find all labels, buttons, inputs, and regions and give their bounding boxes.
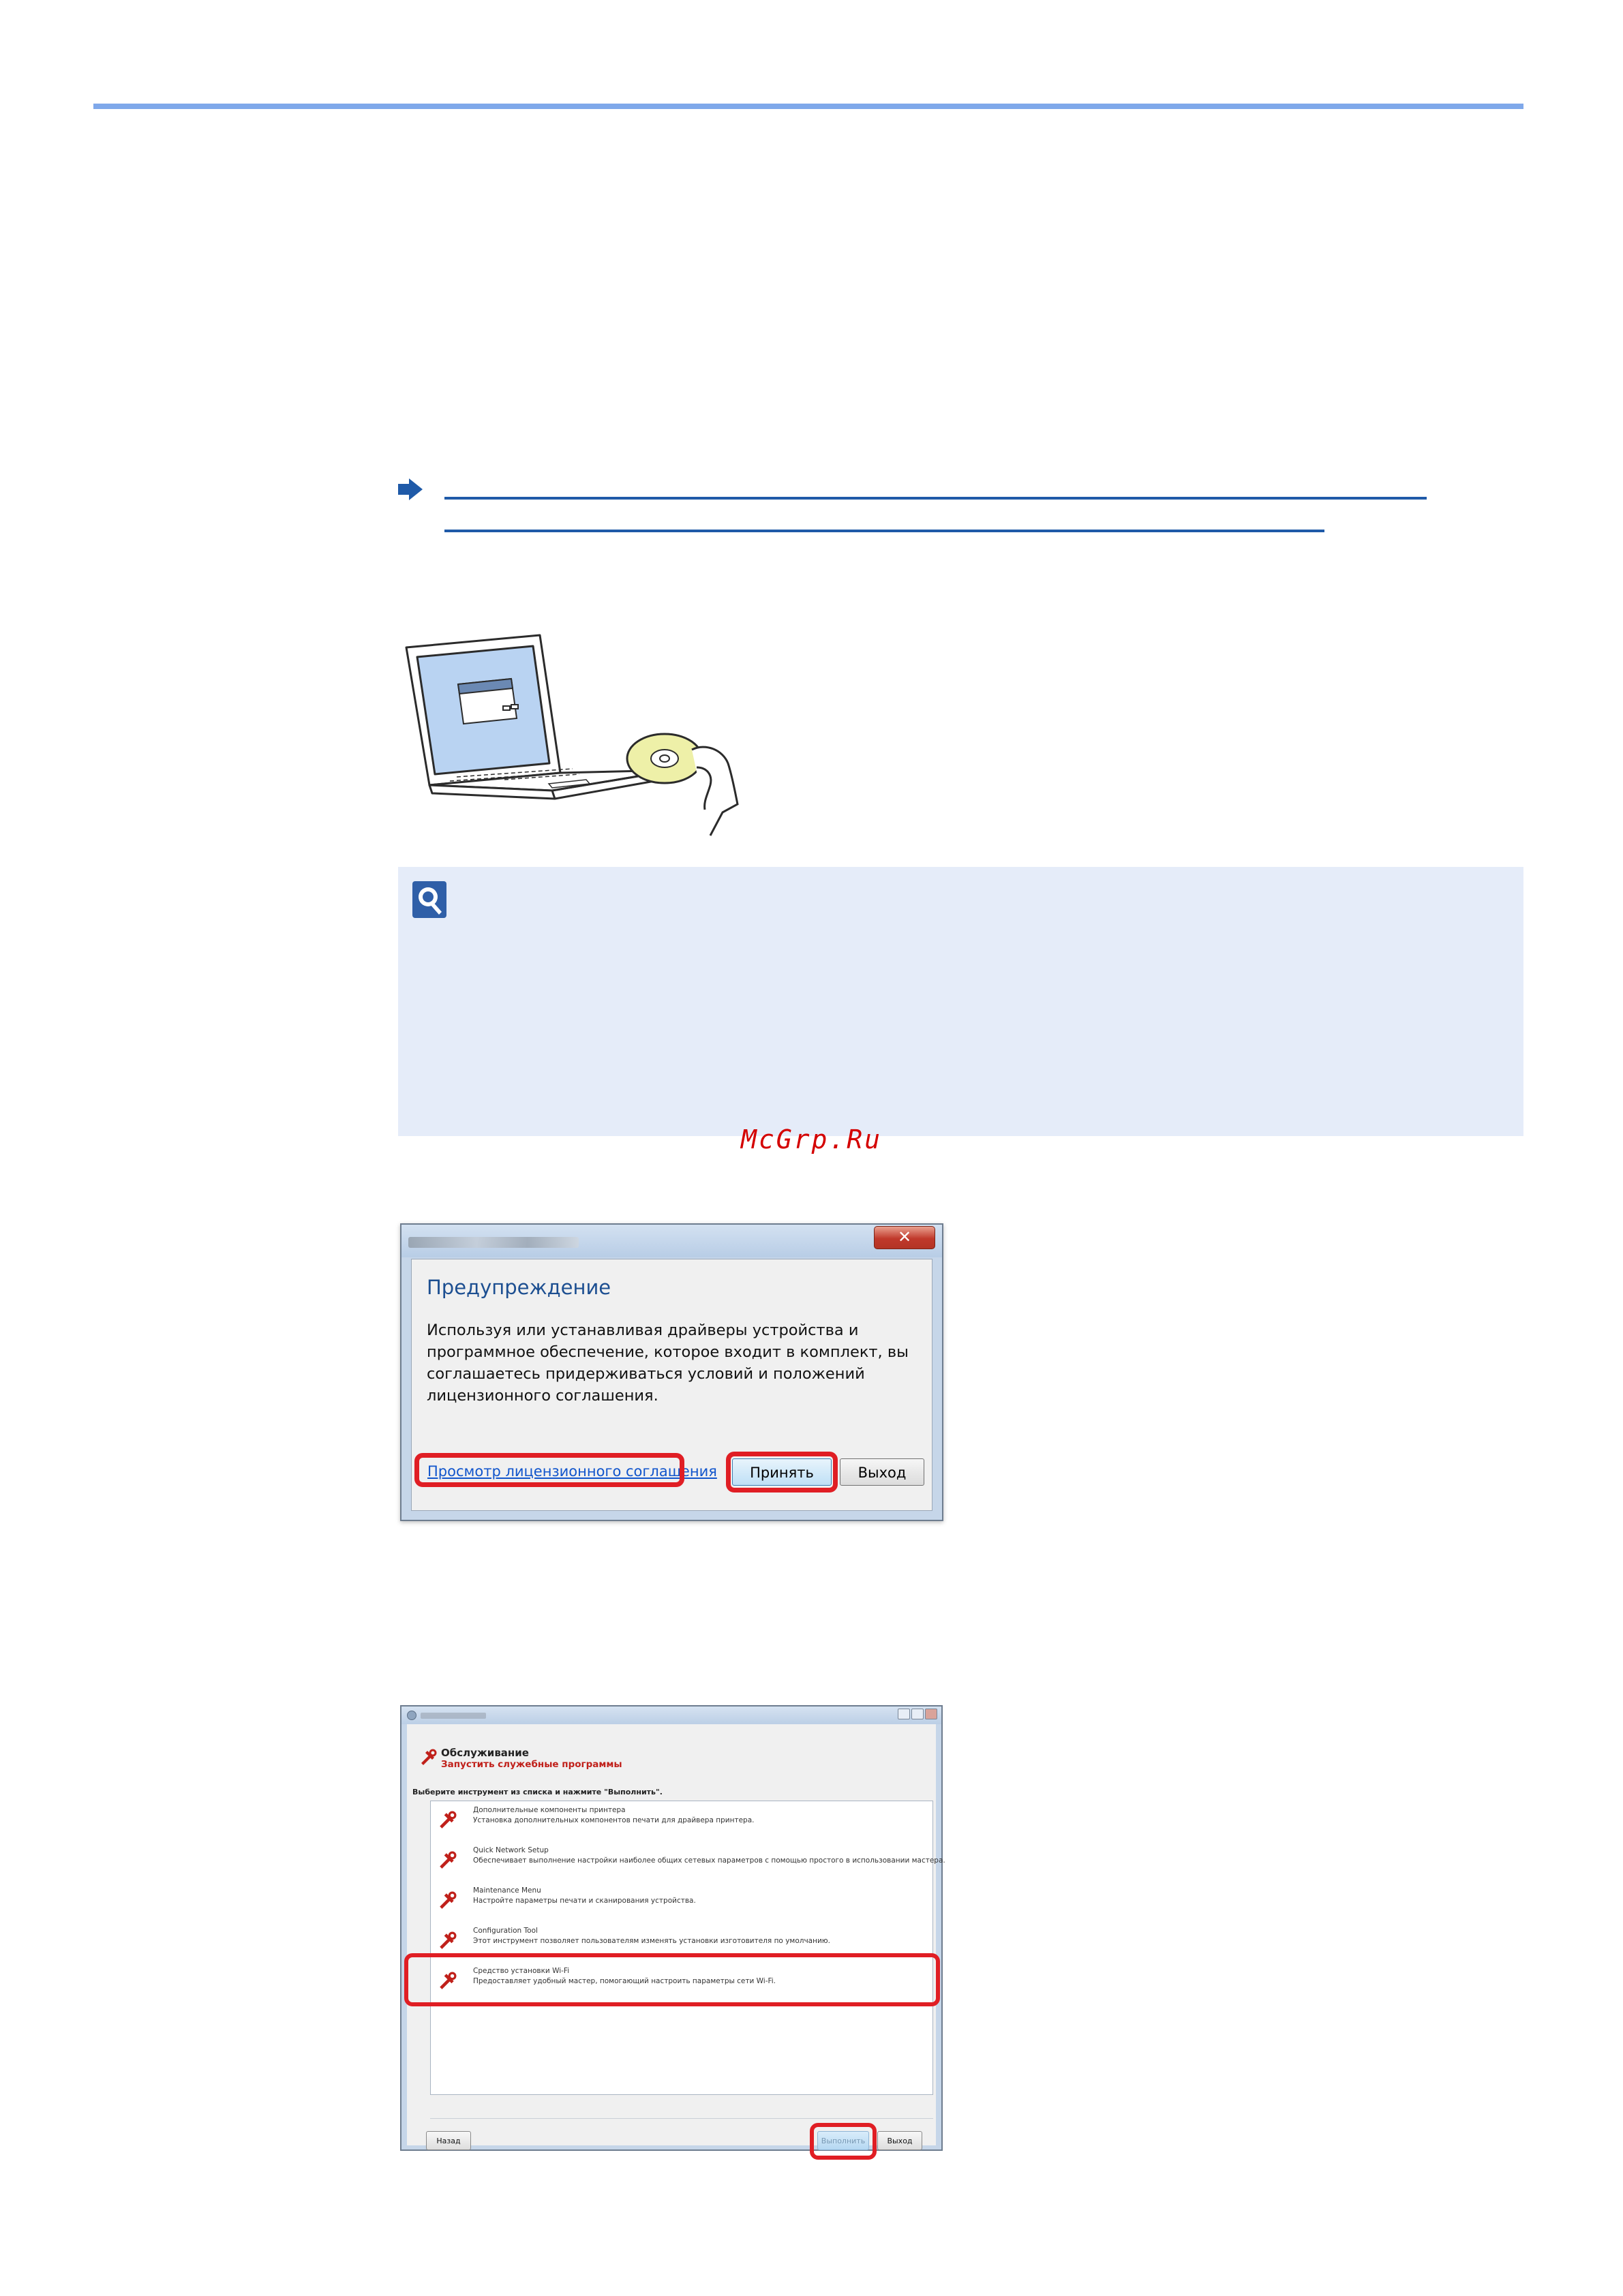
list-item[interactable] <box>431 1882 932 1922</box>
close-button[interactable]: ✕ <box>874 1226 935 1249</box>
dialog-body <box>411 1259 932 1511</box>
tools-list <box>430 1801 945 2095</box>
item-name: Дополнительные компоненты принтера <box>473 1806 626 1814</box>
license-link-highlight <box>414 1453 684 1487</box>
item-description: Этот инструмент позволяет пользователям изменять установки изготовителя по умолчанию. <box>473 1937 830 1945</box>
watermark: McGrp.Ru <box>741 1124 883 1154</box>
maintenance-subtitle: Запустить служебные программы <box>441 1759 622 1770</box>
dialog-message: Используя или устанавливая драйверы устройства и программное обеспечение, которое входит в комплект, вы соглашаетесь придерживаться условий и положений лицензионного соглашения. <box>427 1321 909 1405</box>
item-name: Configuration Tool <box>473 1927 538 1935</box>
accept-button[interactable]: Принять <box>732 1458 832 1486</box>
maximize-icon[interactable] <box>911 1709 924 1719</box>
item-description: Обеспечивает выполнение настройки наиболее общих сетевых параметров с помощью простого в использовании мастера. <box>473 1856 945 1865</box>
item-description: Установка дополнительных компонентов печати для драйвера принтера. <box>473 1816 755 1824</box>
item-description: Настройте параметры печати и сканирования устройства. <box>473 1897 696 1905</box>
laptop-cd-illustration <box>402 634 770 838</box>
maintenance-title: Обслуживание <box>441 1747 529 1759</box>
app-icon <box>407 1711 416 1720</box>
maintenance-dialog <box>400 1705 943 2151</box>
note-box <box>398 867 1523 1136</box>
license-agreement-link[interactable]: Просмотр лицензионного соглашения <box>427 1463 717 1480</box>
tools-icon <box>419 1749 437 1766</box>
top-rule <box>93 104 1523 109</box>
blurred-window-title <box>421 1713 486 1719</box>
arrow-right-icon <box>397 477 424 502</box>
window-controls <box>898 1709 937 1719</box>
dialog-body <box>407 1724 945 2145</box>
item-name: Средство установки Wi-Fi <box>473 1967 570 1975</box>
lightbulb-note-icon <box>412 881 447 919</box>
item-name: Maintenance Menu <box>473 1886 541 1895</box>
tools-icon <box>438 1811 457 1830</box>
exit-button[interactable]: Выход <box>877 2131 922 2150</box>
minimize-icon[interactable] <box>898 1709 910 1719</box>
dialog-titlebar <box>401 1225 942 1257</box>
back-button[interactable]: Назад <box>426 2131 471 2150</box>
instruction-text: Выберите инструмент из списка и нажмите "Выполнить". <box>412 1788 663 1796</box>
wifi-item-highlight <box>404 1953 940 2006</box>
exit-button[interactable]: Выход <box>840 1458 924 1486</box>
list-item[interactable] <box>431 1801 932 1841</box>
reference-link-line-2[interactable] <box>444 530 1324 532</box>
run-button[interactable]: Выполнить <box>817 2131 869 2150</box>
tools-icon <box>438 1931 457 1950</box>
accept-button-highlight <box>726 1452 838 1493</box>
item-name: Quick Network Setup <box>473 1846 549 1854</box>
list-item[interactable] <box>431 1841 945 1882</box>
warning-dialog <box>400 1223 943 1521</box>
dialog-titlebar <box>401 1706 941 1724</box>
reference-link-line-1[interactable] <box>444 497 1427 500</box>
close-icon[interactable] <box>925 1709 937 1719</box>
item-description: Предоставляет удобный мастер, помогающий настроить параметры сети Wi-Fi. <box>473 1977 776 1985</box>
dialog-heading: Предупреждение <box>427 1276 611 1299</box>
tools-icon <box>438 1851 457 1870</box>
blurred-window-title <box>408 1237 579 1248</box>
divider <box>430 2118 933 2119</box>
run-button-highlight <box>810 2123 877 2160</box>
tools-icon <box>438 1891 457 1910</box>
